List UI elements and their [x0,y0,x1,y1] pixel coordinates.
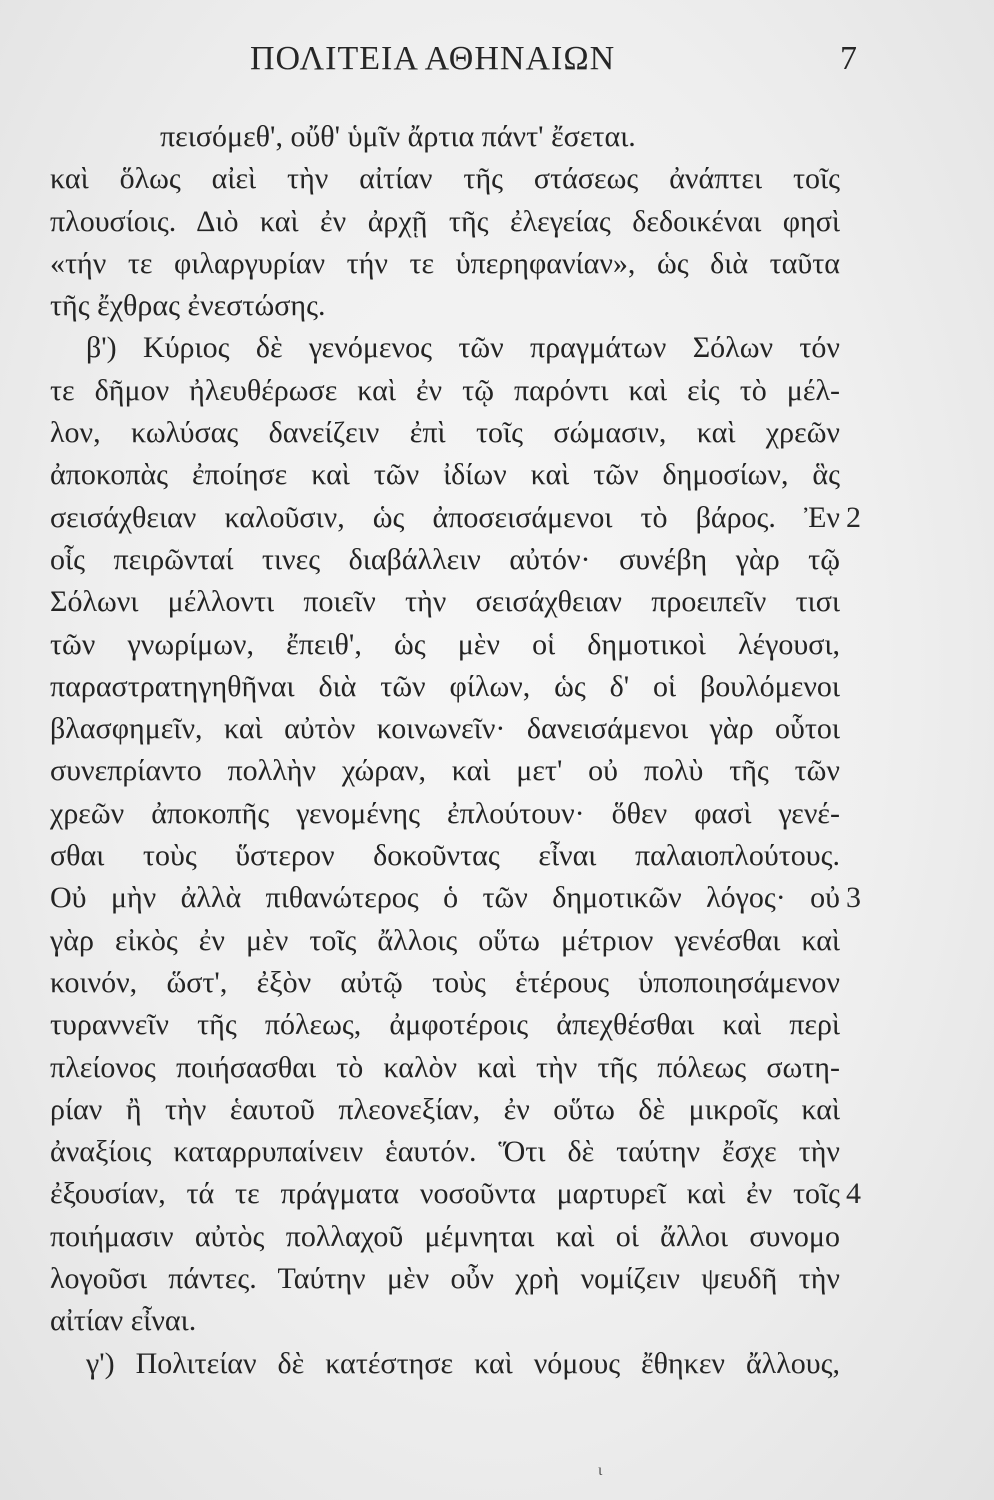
text-line [50,1343,840,1385]
text-line [50,116,840,158]
text-line-content: πεισόμεθ', οὔθ' ὑμῖν ἄρτια πάντ' ἔσεται. [160,120,636,153]
section-number: 3 [846,881,861,915]
text-line [50,158,840,200]
text-line [50,370,840,412]
text-line-content: σεισάχθειαν καλοῦσιν, ὡς ἀποσεισάμενοι τὸ βάρος. Ἐν [50,500,840,534]
text-line [50,624,840,666]
text-line-content: οἷς πειρῶνταί τινες διαβάλλειν αὐτόν· συνέβη γὰρ τῷ [50,542,840,576]
text-line [50,1258,840,1300]
text-line-content: ρίαν ἢ τὴν ἑαυτοῦ πλεονεξίαν, ἐν οὕτω δὲ μικροῖς καὶ [50,1092,840,1126]
text-line-content: λον, κωλύσας δανείζειν ἐπὶ τοῖς σώμασιν, καὶ χρεῶν [50,416,840,450]
text-line [50,243,840,285]
text-line [50,835,840,877]
text-line [50,962,840,1004]
text-line-content: τῆς ἔχθρας ἐνεστώσης. [50,289,326,323]
text-line-content: τῶν γνωρίμων, ἔπειθ', ὡς μὲν οἱ δημοτικοὶ λέγουσι, [50,627,840,661]
text-line [50,454,840,496]
text-line-content: πλουσίοις. Διὸ καὶ ἐν ἀρχῇ τῆς ἐλεγείας δεδοικέναι φησὶ [50,204,840,238]
text-line [50,327,840,369]
section-number: 4 [846,1177,861,1211]
text-line [50,877,861,919]
text-line-content: Σόλωνι μέλλοντι ποιεῖν τὴν σεισάχθειαν προειπεῖν τισι [50,585,840,619]
text-line-content: ἀναξίοις καταρρυπαίνειν ἑαυτόν. Ὅτι δὲ ταύτην ἔσχε τὴν [50,1135,840,1169]
page-header [0,40,994,90]
text-line-content: τε δῆμον ἠλευθέρωσε καὶ ἐν τῷ παρόντι καὶ εἰς τὸ μέλ- [50,373,840,407]
text-line [50,201,840,243]
text-line [50,285,840,327]
text-line-content: παραστρατηγηθῆναι διὰ τῶν φίλων, ὡς δ' οἱ βουλόμενοι [50,669,840,703]
text-line [50,581,840,623]
text-line [50,1089,840,1131]
text-line-content: ἐξουσίαν, τά τε πράγματα νοσοῦντα μαρτυρεῖ καὶ ἐν τοῖς [50,1177,840,1211]
text-line [50,920,840,962]
text-line-content: β') Κύριος δὲ γενόμενος τῶν πραγμάτων Σόλων τόν [86,331,840,365]
text-line [50,1131,840,1173]
text-line-content: ποιήμασιν αὐτὸς πολλαχοῦ μέμνηται καὶ οἱ ἄλλοι συνομο [50,1219,840,1253]
text-line-content: λογοῦσι πάντες. Ταύτην μὲν οὖν χρὴ νομίζειν ψευδῆ τὴν [50,1262,840,1296]
text-line-content: πλείονος ποιήσασθαι τὸ καλὸν καὶ τὴν τῆς πόλεως σωτη- [50,1050,840,1084]
text-line [50,412,840,454]
text-line [50,1047,840,1089]
text-line [50,1004,840,1046]
text-line [50,497,861,539]
text-line [50,1173,861,1215]
text-line [50,750,840,792]
text-line [50,539,840,581]
text-line [50,793,840,835]
text-line [50,666,840,708]
text-line [50,1216,840,1258]
section-number: 2 [846,500,861,534]
running-title: ΠΟΛΙΤΕΙΑ ΑΘΗΝΑΙΩΝ [250,40,616,77]
text-line-content: συνεπρίαντο πολλὴν χώραν, καὶ μετ' οὐ πολὺ τῆς τῶν [50,754,840,788]
text-line-content: καὶ ὅλως αἰεὶ τὴν αἰτίαν τῆς στάσεως ἀνάπτει τοῖς [50,162,840,196]
text-line-content: σθαι τοὺς ὕστερον δοκοῦντας εἶναι παλαιοπλούτους. [50,839,840,873]
text-line-content: κοινόν, ὥστ', ἐξὸν αὐτῷ τοὺς ἑτέρους ὑποποιησάμενον [50,965,840,999]
stray-mark: ι [598,1462,603,1479]
text-line-content: τυραννεῖν τῆς πόλεως, ἀμφοτέροις ἀπεχθέσθαι καὶ περὶ [50,1008,840,1042]
text-line-content: αἰτίαν εἶναι. [50,1304,197,1338]
text-line [50,708,840,750]
text-line [50,1300,840,1342]
text-line-content: Οὐ μὴν ἀλλὰ πιθανώτερος ὁ τῶν δημοτικῶν λόγος· οὐ [50,881,840,915]
text-line-content: ἀποκοπὰς ἐποίησε καὶ τῶν ἰδίων καὶ τῶν δημοσίων, ἃς [50,458,840,492]
text-line-content: γ') Πολιτείαν δὲ κατέστησε καὶ νόμους ἔθηκεν ἄλλους, [86,1346,840,1380]
text-line-content: βλασφημεῖν, καὶ αὐτὸν κοινωνεῖν· δανεισάμενοι γὰρ οὗτοι [50,712,840,746]
text-line-content: χρεῶν ἀποκοπῆς γενομένης ἐπλούτουν· ὅθεν φασὶ γενέ- [50,796,840,830]
text-line-content: «τήν τε φιλαργυρίαν τήν τε ὑπερηφανίαν», ὡς διὰ ταῦτα [50,246,840,280]
text-line-content: γὰρ εἰκὸς ἐν μὲν τοῖς ἄλλοις οὕτω μέτριον γενέσθαι καὶ [50,923,840,957]
page-number: 7 [840,40,857,77]
body-text [50,116,861,1385]
